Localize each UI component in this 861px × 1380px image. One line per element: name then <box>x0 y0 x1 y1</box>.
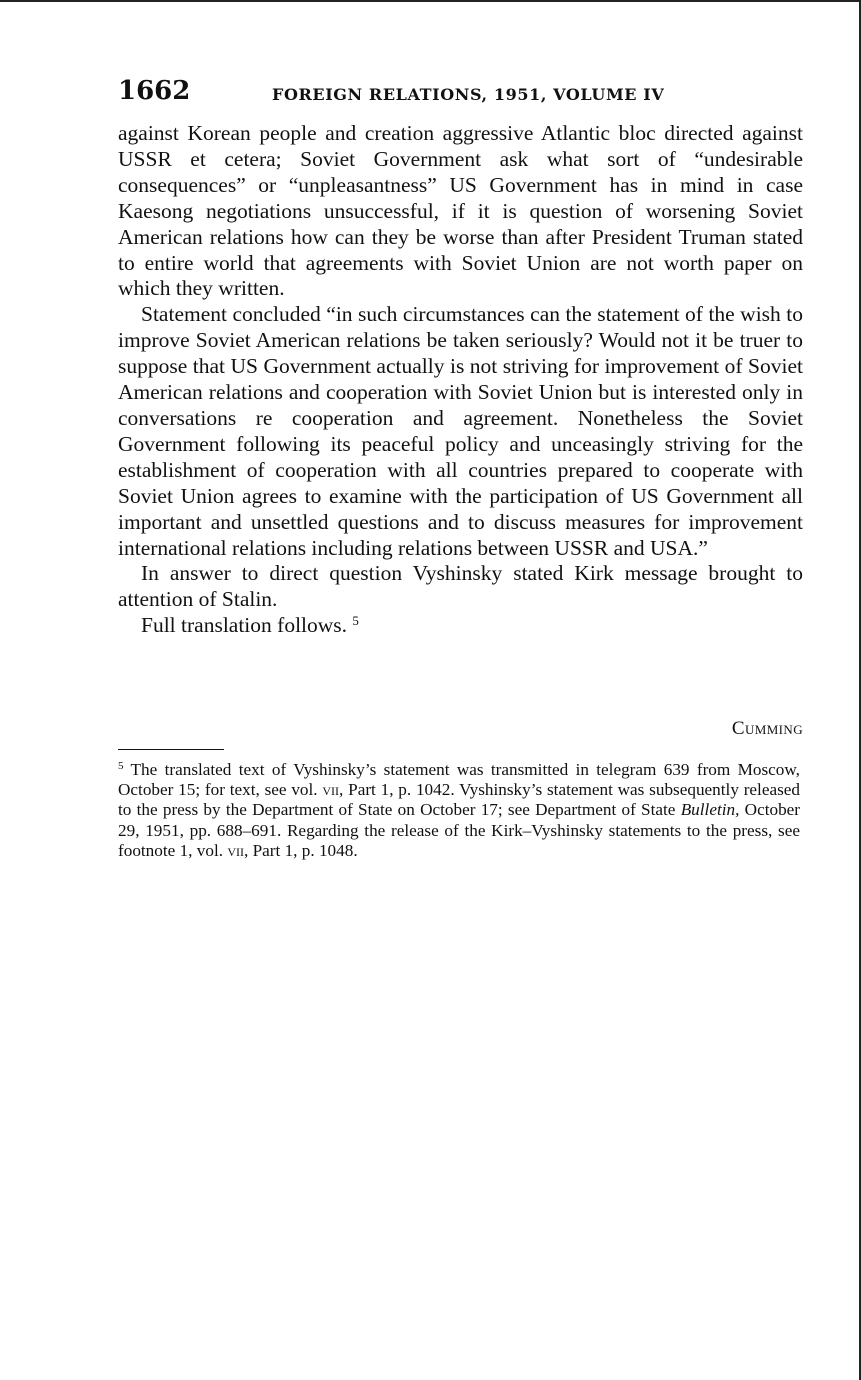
paragraph-1: against Korean people and creation aggressive Atlantic bloc directed against USSR et cetera; Soviet Government ask what sort of “undesirable consequences” or “unpleasantness” US Government has in mind in case Kaesong negotiations unsuccessful, if it is question of worsening Soviet American relations how can they be worse than after President Truman stated to entire world that agreements with Soviet Union are not worth paper on which they written. <box>118 121 803 301</box>
body-text <box>118 121 803 639</box>
footnote-volume-b: vii <box>227 840 244 860</box>
footnote-volume-a: vii <box>322 780 340 800</box>
signature: Cumming <box>731 718 803 739</box>
paragraph-3: In answer to direct question Vyshinsky stated Kirk message brought to attention of Stalin. <box>118 561 803 612</box>
footnote-text-d: , Part 1, p. 1048. <box>244 840 358 860</box>
page-number: 1662 <box>118 76 191 106</box>
footnote-text-c: October 29, 1951, pp. 688–691. Regarding the release of the Kirk–Vyshinsky statements to the press, see footnote 1, vol. <box>118 800 801 860</box>
paragraph-4 <box>118 613 803 639</box>
page-header <box>118 76 808 110</box>
running-head: FOREIGN RELATIONS, 1951, VOLUME IV <box>272 85 665 104</box>
paragraph-2: Statement concluded “in such circumstances can the statement of the wish to improve Soviet American relations be taken seriously? Would not it be truer to suppose that US Government actually is not striving for improvement of Soviet American relations and cooperation with Soviet Union but is interested only in conversations re cooperation and agreement. Nonetheless the Soviet Government following its peaceful policy and unceasingly striving for the establishment of cooperation with all countries prepared to cooperate with Soviet Union agrees to examine with the participation of US Government all important and unsettled questions and to discuss measures for improvement international relations including relations between USSR and USA.” <box>118 302 803 560</box>
footnote-text-b: , Part 1, p. 1042. Vyshinsky’s statement was subsequently released to the press by the Department of State on October 17; see Department of State <box>118 780 800 820</box>
paragraph-4-text: Full translation follows. <box>141 613 348 638</box>
footnote-bulletin-title: Bulletin, <box>680 800 740 820</box>
footnote-marker: 5 <box>118 760 124 772</box>
footnote-divider <box>118 749 224 750</box>
footnote-text-a: The translated text of Vyshinsky’s statement was transmitted in telegram 639 from Moscow, October 15; for text, see vol. <box>118 760 800 800</box>
footnote-reference[interactable]: 5 <box>352 613 359 629</box>
footnote <box>118 760 800 861</box>
